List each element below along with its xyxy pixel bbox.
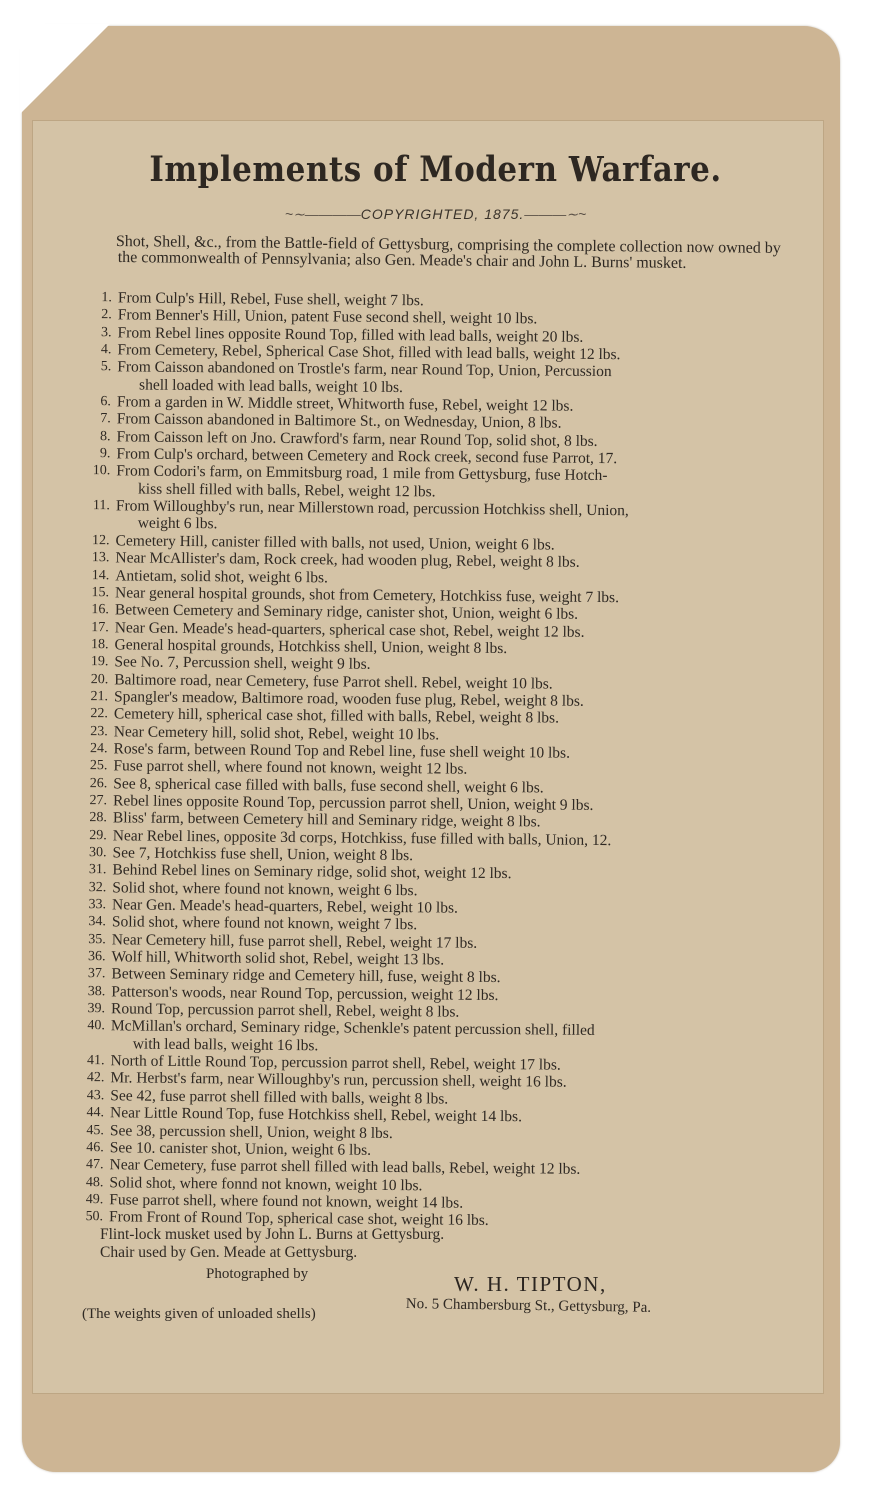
copyright-text: COPYRIGHTED, 1875.	[360, 206, 525, 222]
item-number: 20.	[90, 671, 109, 687]
item-text: Rose's farm, between Round Top and Rebel line, fuse shell weight 10 lbs.	[113, 740, 571, 762]
item-number: 50.	[85, 1209, 104, 1225]
item-text: From Caisson abandoned on Trostle's farm, near Round Top, Union, Percussion	[117, 358, 612, 381]
page-title: Implements of Modern Warfare.	[149, 149, 722, 191]
item-number: 39.	[87, 1001, 106, 1017]
item-number: 47.	[86, 1157, 104, 1173]
item-number: 26.	[89, 775, 108, 791]
photographer-name: W. H. TIPTON,	[454, 1272, 607, 1296]
item-text: Round Top, percussion parrot shell, Rebel, weight 8 lbs.	[111, 1000, 460, 1021]
item-number: 25.	[89, 758, 108, 774]
item-number: 10.	[92, 463, 111, 479]
item-number: 28.	[89, 810, 107, 826]
item-text: Spangler's meadow, Baltimore road, wooden fuse plug, Rebel, weight 8 lbs.	[114, 688, 584, 710]
item-number: 49.	[85, 1191, 104, 1208]
item-number: 16.	[91, 602, 109, 618]
item-text: Baltimore road, near Cemetery, fuse Parrot shell. Rebel, weight 10 lbs.	[114, 670, 553, 693]
item-number: 42.	[86, 1070, 105, 1086]
weights-note: (The weights given of unloaded shells)	[82, 1306, 316, 1322]
item-number: 15.	[91, 584, 110, 601]
item-text: Near Cemetery hill, fuse parrot shell, Rebel, weight 17 lbs.	[111, 931, 478, 952]
item-text: Solid shot, where found not known, weight 6 lbs.	[112, 879, 418, 899]
item-number: 13.	[91, 550, 110, 566]
item-number: 18.	[91, 636, 109, 653]
item-number: 23.	[90, 723, 108, 739]
item-number: 31.	[88, 862, 107, 878]
item-text-continuation: shell loaded with lead balls, weight 10 lbs.	[139, 376, 404, 396]
item-text: From Rebel lines opposite Round Top, filled with lead balls, weight 20 lbs.	[117, 324, 584, 346]
musket-line: Flint-lock musket used by John L. Burns at Gettysburg.	[100, 1226, 445, 1243]
item-text: From a garden in W. Middle street, Whitworth fuse, Rebel, weight 12 lbs.	[116, 393, 574, 415]
item-text: Solid shot, where fonnd not known, weight 10 lbs.	[109, 1173, 423, 1194]
item-number: 14.	[91, 567, 110, 583]
item-number: 46.	[86, 1139, 104, 1156]
item-number: 3.	[101, 324, 112, 340]
items-list	[73, 289, 782, 1232]
item-number: 24.	[90, 741, 108, 757]
item-number: 40.	[87, 1018, 105, 1034]
item-text: Behind Rebel lines on Seminary ridge, solid shot, weight 12 lbs.	[112, 861, 512, 883]
item-text: Near Little Round Top, fuse Hotchkiss shell, Rebel, weight 14 lbs.	[110, 1104, 523, 1126]
item-number: 44.	[86, 1105, 105, 1121]
item-text: Near Cemetery hill, solid shot, Rebel, weight 10 lbs.	[113, 722, 440, 744]
item-number: 21.	[90, 689, 109, 705]
flourish-right-icon: ———∼~	[524, 206, 587, 222]
item-text: Mr. Herbst's farm, near Willoughby's run, percussion shell, weight 16 lbs.	[110, 1069, 567, 1092]
item-text: From Benner's Hill, Union, patent Fuse second shell, weight 10 lbs.	[117, 306, 538, 328]
item-number: 7.	[100, 411, 111, 427]
item-number: 9.	[99, 446, 111, 462]
intro-paragraph: Shot, Shell, &c., from the Battle-field of Gettysburg, comprising the complete collection now owned by the commonwealth of Pennsylvania; also Gen. Meade's chair and John L. Burns' musket.	[115, 232, 781, 272]
item-text: Near Rebel lines, opposite 3d corps, Hotchkiss, fuse filled with balls, Union, 12.	[112, 826, 612, 849]
extra-lines	[100, 1226, 700, 1261]
item-text: Cemetery Hill, canister filled with balls, not used, Union, weight 6 lbs.	[115, 532, 555, 554]
item-number: 4.	[100, 342, 112, 358]
item-number: 32.	[88, 879, 107, 895]
item-text-continuation: kiss shell filled with balls, Rebel, weight 12 lbs.	[138, 480, 436, 501]
item-text: Near Gen. Meade's head-quarters, Rebel, weight 10 lbs.	[112, 896, 458, 917]
item-text: From Front of Round Top, spherical case shot, weight 16 lbs.	[109, 1208, 489, 1230]
item-number: 27.	[89, 793, 108, 809]
copyright-line	[0, 206, 871, 223]
item-number: 29.	[89, 827, 107, 843]
item-number: 6.	[100, 394, 111, 410]
item-text: From Caisson left on Jno. Crawford's farm, near Round Top, solid shot, 8 lbs.	[116, 428, 598, 450]
item-number: 48.	[85, 1174, 104, 1190]
item-number: 45.	[86, 1122, 104, 1138]
item-text: Near Cemetery, fuse parrot shell filled with lead balls, Rebel, weight 12 lbs.	[109, 1156, 581, 1179]
item-text: See No. 7, Percussion shell, weight 9 lbs.	[114, 653, 371, 674]
item-text: See 7, Hotchkiss fuse shell, Union, weight 8 lbs.	[112, 844, 414, 865]
item-text: Rebel lines opposite Round Top, percussion parrot shell, Union, weight 9 lbs.	[113, 792, 594, 814]
item-text: From Cemetery, Rebel, Spherical Case Shot, filled with lead balls, weight 12 lbs.	[117, 341, 621, 364]
item-number: 34.	[88, 914, 106, 930]
item-number: 19.	[90, 654, 109, 670]
item-text: Fuse parrot shell, where found not known, weight 12 lbs.	[113, 757, 468, 779]
item-text: Solid shot, where found not known, weight 7 lbs.	[111, 913, 418, 934]
item-number: 17.	[91, 619, 109, 635]
item-text: From Codori's farm, on Emmitsburg road, 1 mile from Gettysburg, fuse Hotch-	[116, 462, 608, 485]
item-number: 8.	[100, 428, 111, 445]
item-number: 22.	[90, 706, 108, 722]
item-number: 38.	[87, 983, 106, 1000]
item-number: 2.	[101, 307, 112, 323]
item-text: Near Gen. Meade's head-quarters, spherical case shot, Rebel, weight 12 lbs.	[114, 618, 585, 641]
chair-line: Chair used by Gen. Meade at Gettysburg.	[100, 1243, 358, 1261]
photographer-address: No. 5 Chambersburg St., Gettysburg, Pa.	[405, 1296, 652, 1316]
item-text: Near McAllister's dam, Rock creek, had wooden plug, Rebel, weight 8 lbs.	[115, 549, 580, 571]
flourish-left-icon: ~∼————	[284, 206, 361, 222]
item-text: Bliss' farm, between Cemetery hill and Seminary ridge, weight 8 lbs.	[112, 809, 541, 831]
item-text: See 10. canister shot, Union, weight 6 lbs.	[109, 1139, 372, 1159]
torn-corner	[20, 24, 110, 114]
item-text: Near general hospital grounds, shot from Cemetery, Hotchkiss fuse, weight 7 lbs.	[115, 584, 620, 607]
item-text: Patterson's woods, near Round Top, percussion, weight 12 lbs.	[111, 983, 499, 1004]
item-text: Between Seminary ridge and Cemetery hill, fuse, weight 8 lbs.	[111, 965, 501, 987]
item-text-continuation: weight 6 lbs.	[137, 515, 218, 533]
item-text: See 42, fuse parrot shell filled with balls, weight 8 lbs.	[110, 1087, 449, 1108]
item-number: 43.	[86, 1087, 105, 1104]
item-text: From Willoughby's run, near Millerstown road, percussion Hotchkiss shell, Union,	[115, 497, 629, 520]
item-text: Fuse parrot shell, where found not known, weight 14 lbs.	[109, 1191, 464, 1212]
item-number: 5.	[100, 359, 112, 375]
item-text: Antietam, solid shot, weight 6 lbs.	[115, 566, 329, 586]
item-number: 30.	[89, 845, 107, 861]
item-text: From Culp's Hill, Rebel, Fuse shell, weight 7 lbs.	[117, 289, 424, 310]
item-text: General hospital grounds, Hotchkiss shell, Union, weight 8 lbs.	[114, 636, 508, 657]
item-text: From Caisson abandoned in Baltimore St., on Wednesday, Union, 8 lbs.	[116, 410, 562, 433]
item-number: 11.	[92, 498, 110, 514]
item-text: Between Cemetery and Seminary ridge, canister shot, Union, weight 6 lbs.	[114, 601, 579, 623]
item-text: See 8, spherical case filled with balls, fuse second shell, weight 6 lbs.	[113, 774, 544, 797]
item-text: From Culp's orchard, between Cemetery and Rock creek, second fuse Parrot, 17.	[116, 445, 618, 468]
item-text: Cemetery hill, spherical case shot, filled with balls, Rebel, weight 8 lbs.	[113, 705, 560, 727]
item-number: 41.	[87, 1053, 105, 1069]
item-number: 37.	[87, 966, 106, 982]
item-text: North of Little Round Top, percussion parrot shell, Rebel, weight 17 lbs.	[110, 1052, 561, 1074]
item-number: 36.	[88, 949, 106, 965]
item-text: Wolf hill, Whitworth solid shot, Rebel, weight 13 lbs.	[111, 948, 445, 969]
item-text: See 38, percussion shell, Union, weight 8 lbs.	[109, 1121, 393, 1142]
item-number: 33.	[88, 897, 107, 913]
item-number: 35.	[88, 931, 106, 947]
item-number: 1.	[101, 290, 112, 306]
item-number: 12.	[92, 532, 110, 549]
photographed-by: Photographed by	[206, 1266, 309, 1282]
item-text-continuation: with lead balls, weight 16 lbs.	[132, 1035, 319, 1055]
item-text: McMillan's orchard, Seminary ridge, Schenkle's patent percussion shell, filled	[110, 1017, 595, 1040]
